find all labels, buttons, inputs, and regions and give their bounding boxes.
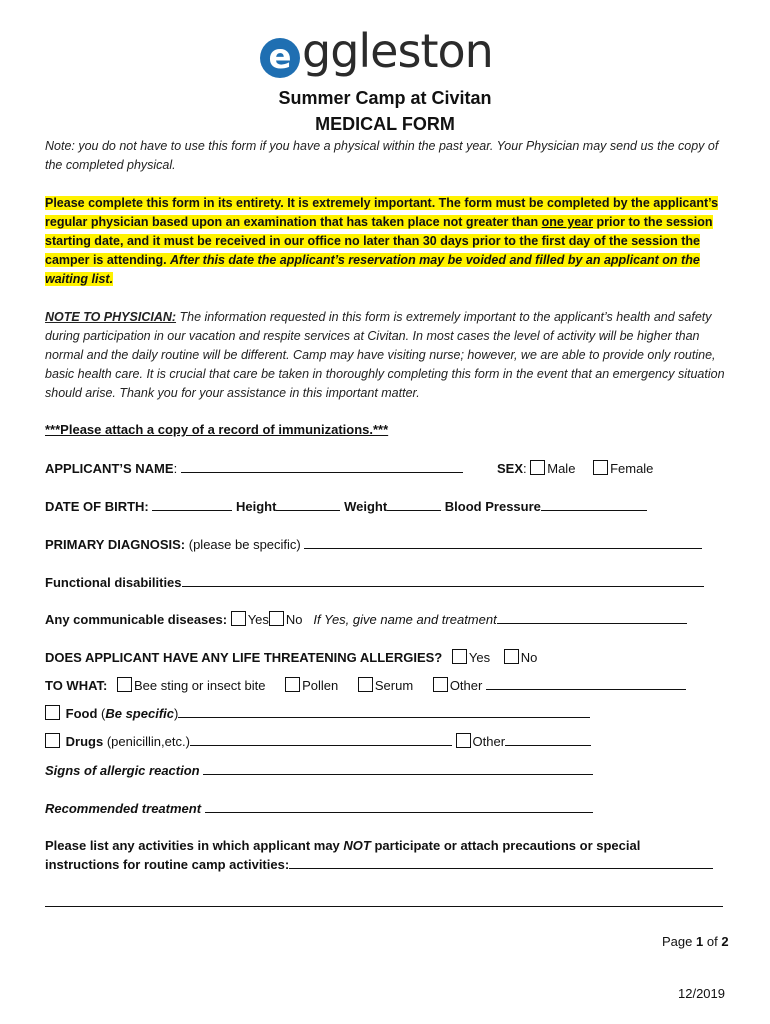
bee-sting-label: Bee sting or insect bite xyxy=(133,678,266,693)
allergies-no-label: No xyxy=(520,650,538,665)
communicable-row xyxy=(45,611,687,627)
drugs-checkbox[interactable] xyxy=(45,733,60,748)
other-allergy-label: Other xyxy=(449,678,483,693)
pollen-label: Pollen xyxy=(302,678,339,693)
primary-diagnosis-label: PRIMARY DIAGNOSIS: xyxy=(45,537,186,552)
food-label: Food xyxy=(65,706,98,721)
functional-field[interactable] xyxy=(182,574,704,587)
activities-not: NOT xyxy=(343,838,371,853)
male-checkbox[interactable] xyxy=(530,460,545,475)
signs-field[interactable] xyxy=(203,762,593,775)
drugs-field[interactable] xyxy=(190,733,452,746)
logo-initial: e xyxy=(260,38,300,78)
drugs-row xyxy=(45,733,591,749)
functional-row xyxy=(45,574,704,590)
allergies-no-checkbox[interactable] xyxy=(504,649,519,664)
communicable-no-checkbox[interactable] xyxy=(269,611,284,626)
food-row: Food (Be specific) xyxy=(45,705,590,721)
communicable-yes-label: Yes xyxy=(247,612,269,627)
form-title-line1: Summer Camp at Civitan xyxy=(278,88,492,108)
male-label: Male xyxy=(547,461,576,476)
immunizations-note: ***Please attach a copy of a record of immunizations.*** xyxy=(45,422,389,437)
allergies-row xyxy=(45,649,537,665)
physician-note xyxy=(45,308,735,403)
signs-label: Signs of allergic reaction xyxy=(45,763,200,778)
allergies-yes-label: Yes xyxy=(468,650,491,665)
other-allergy-field[interactable] xyxy=(486,677,686,690)
pollen-checkbox[interactable] xyxy=(285,677,300,692)
drugs-other-checkbox[interactable] xyxy=(456,733,471,748)
drugs-label: Drugs xyxy=(65,734,104,749)
page-prefix: Page xyxy=(662,934,693,949)
allergies-question: DOES APPLICANT HAVE ANY LIFE THREATENING ALLERGIES? xyxy=(45,650,443,665)
other-allergy-checkbox[interactable] xyxy=(433,677,448,692)
communicable-treatment-field[interactable] xyxy=(497,611,687,624)
weight-field[interactable] xyxy=(387,498,441,511)
logo-wordmark: ggleston xyxy=(302,24,493,78)
note-text: Note: you do not have to use this form if you have a physical within the past year. Your Physician may send us the copy of the completed physical. xyxy=(45,139,719,172)
primary-diagnosis-hint: (please be specific) xyxy=(188,537,301,552)
activities-text-2: instructions for routine camp activities: xyxy=(45,857,290,872)
weight-label: Weight xyxy=(344,499,388,514)
to-what-label: TO WHAT: xyxy=(45,678,108,693)
form-date: 12/2019 xyxy=(678,986,725,1001)
bp-field[interactable] xyxy=(541,498,647,511)
activities-text-b: participate or attach precautions or special xyxy=(370,838,641,853)
height-field[interactable] xyxy=(276,498,340,511)
food-hint: Be specific xyxy=(105,706,174,721)
recommended-label: Recommended treatment xyxy=(45,801,202,816)
primary-diagnosis-row xyxy=(45,536,702,552)
page-current: 1 xyxy=(696,934,704,949)
applicant-name-field[interactable] xyxy=(181,460,463,473)
dob-field[interactable] xyxy=(152,498,232,511)
dob-label: DATE OF BIRTH: xyxy=(45,499,149,514)
vitals-row xyxy=(45,498,647,514)
drugs-other-label: Other xyxy=(472,734,506,749)
recommended-row xyxy=(45,800,593,816)
sex-label: SEX xyxy=(497,461,524,476)
bee-sting-checkbox[interactable] xyxy=(117,677,132,692)
page-total: 2 xyxy=(721,934,729,949)
food-checkbox[interactable] xyxy=(45,705,60,720)
activities-line2 xyxy=(45,856,713,872)
drugs-hint: (penicillin,etc.) xyxy=(106,734,190,749)
activities-extra-line[interactable] xyxy=(45,906,723,907)
applicant-name-label: APPLICANT’S NAME xyxy=(45,461,174,476)
physician-note-text: The information requested in this form is extremely important to the applicant’s health and safety during participation in our vacation and respite services at Civitan. In most cases the level of activity will be higher than normal and the daily routine will be different. Camp may have visiting nurse; however, we are able to provide only routine, basic health care. It is crucial that care be taken in thoroughly completing this form in the event that an emergency situation should arise. Thank you for your assistance in this important matter. xyxy=(45,310,725,400)
bp-label: Blood Pressure xyxy=(444,499,541,514)
allergies-yes-checkbox[interactable] xyxy=(452,649,467,664)
instructions-part3: After this date the applicant’s reservation may be voided and filled by an applicant on the waiting list. xyxy=(45,253,700,286)
communicable-no-label: No xyxy=(285,612,303,627)
serum-checkbox[interactable] xyxy=(358,677,373,692)
functional-label: Functional disabilities xyxy=(45,575,182,590)
physician-note-label: NOTE TO PHYSICIAN: xyxy=(45,310,177,324)
communicable-label: Any communicable diseases: xyxy=(45,612,228,627)
page-of: of xyxy=(706,934,718,949)
sex-row: SEX: Male Female xyxy=(497,461,654,476)
primary-diagnosis-field[interactable] xyxy=(304,536,702,549)
height-label: Height xyxy=(236,499,277,514)
page-number xyxy=(662,934,729,949)
instructions-one-year: one year xyxy=(541,215,594,229)
eggleston-logo xyxy=(260,26,520,82)
serum-label: Serum xyxy=(374,678,414,693)
communicable-yes-checkbox[interactable] xyxy=(231,611,246,626)
instructions-part1: Please complete this form in its entirety. It is extremely important. The form must be completed by the applicant’s regular physician based upon an examination that has taken place not greater than xyxy=(45,196,719,229)
if-yes-label: If Yes, give name and treatment xyxy=(313,612,497,627)
female-checkbox[interactable] xyxy=(593,460,608,475)
activities-text-a: Please list any activities in which applicant may xyxy=(45,838,344,853)
food-field[interactable] xyxy=(178,705,590,718)
to-what-row xyxy=(45,677,686,693)
instructions-highlight xyxy=(45,194,735,289)
activities-field[interactable] xyxy=(289,856,713,869)
applicant-name-row: APPLICANT’S NAME: xyxy=(45,460,463,476)
activities-line1 xyxy=(45,838,640,853)
drugs-other-field[interactable] xyxy=(505,733,591,746)
instructions-part2: prior to the session starting date, and it must be received in our office no later than 30 days prior to the first day of the session the camper is attending. xyxy=(45,215,713,267)
signs-row xyxy=(45,762,593,778)
female-label: Female xyxy=(610,461,654,476)
form-title-line2: MEDICAL FORM xyxy=(315,114,455,134)
recommended-field[interactable] xyxy=(205,800,593,813)
